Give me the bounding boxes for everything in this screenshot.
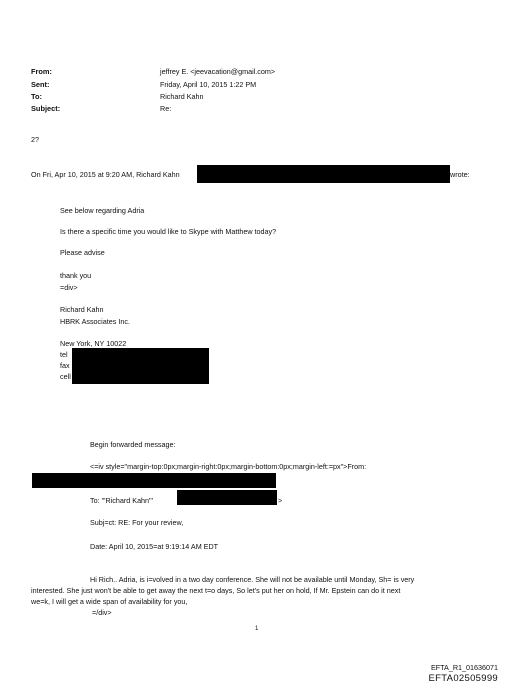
quoted-line-1: See below regarding Adria <box>60 206 145 215</box>
forwarded-to-end: > <box>278 496 283 505</box>
quote-intro: On Fri, Apr 10, 2015 at 9:20 AM, Richard Kahn <box>31 170 180 179</box>
subject-label: Subject: <box>31 104 61 113</box>
forwarded-style-line: <=iv style="margin-top:0px;margin-right:0px;margin-bottom:0px;margin-left:=px">From: <box>90 462 367 471</box>
redaction-block <box>177 490 277 505</box>
page-number: 1 <box>255 626 259 632</box>
signature-name: Richard Kahn <box>60 305 104 314</box>
quoted-line-5: =div> <box>60 283 78 292</box>
forwarded-to: To: "'Richard Kahn'" <box>90 496 153 505</box>
from-value: jeffrey E. <jeevacation@gmail.com> <box>160 67 276 76</box>
signature-city: New York, NY 10022 <box>60 339 127 348</box>
quoted-line-4: thank you <box>60 271 92 280</box>
signature-fax: fax <box>60 361 70 370</box>
quote-intro-end: wrote: <box>450 170 470 179</box>
quoted-line-3: Please advise <box>60 248 105 257</box>
forwarded-para-line-2: interested. She just won't be able to get away the next t=o days, So let's put her on hold, If Mr. Epstein can do it next <box>31 586 401 595</box>
signature-company: HBRK Associates Inc. <box>60 317 130 326</box>
forwarded-para-line-3: we=k, I will get a wide span of availability for you, <box>31 597 188 606</box>
to-label: To: <box>31 92 42 101</box>
redaction-block <box>72 348 209 384</box>
redaction-block <box>32 473 276 488</box>
forwarded-subject: Subj=ct: RE: For your review, <box>90 518 184 527</box>
from-label: From: <box>31 67 52 76</box>
signature-tel: tel <box>60 350 68 359</box>
forwarded-para-line-1: Hi Rich.. Adria, is i=volved in a two day conference. She will not be available until Monday, Sh= is very <box>90 575 415 584</box>
forwarded-date: Date: April 10, 2015=at 9:19:14 AM EDT <box>90 542 219 551</box>
sent-label: Sent: <box>31 80 50 89</box>
bates-number-1: EFTA_R1_01636071 <box>431 663 498 672</box>
forwarded-para-line-4: =/div> <box>92 608 112 617</box>
reply-text: 2? <box>31 135 39 144</box>
bates-number-2: EFTA02505999 <box>428 673 498 684</box>
sent-value: Friday, April 10, 2015 1:22 PM <box>160 80 257 89</box>
to-value: Richard Kahn <box>160 92 204 101</box>
signature-cell: cell <box>60 372 71 381</box>
redaction-block <box>197 165 450 183</box>
subject-value: Re: <box>160 104 172 113</box>
forwarded-title: Begin forwarded message: <box>90 440 176 449</box>
quoted-line-2: Is there a specific time you would like to Skype with Matthew today? <box>60 227 277 236</box>
